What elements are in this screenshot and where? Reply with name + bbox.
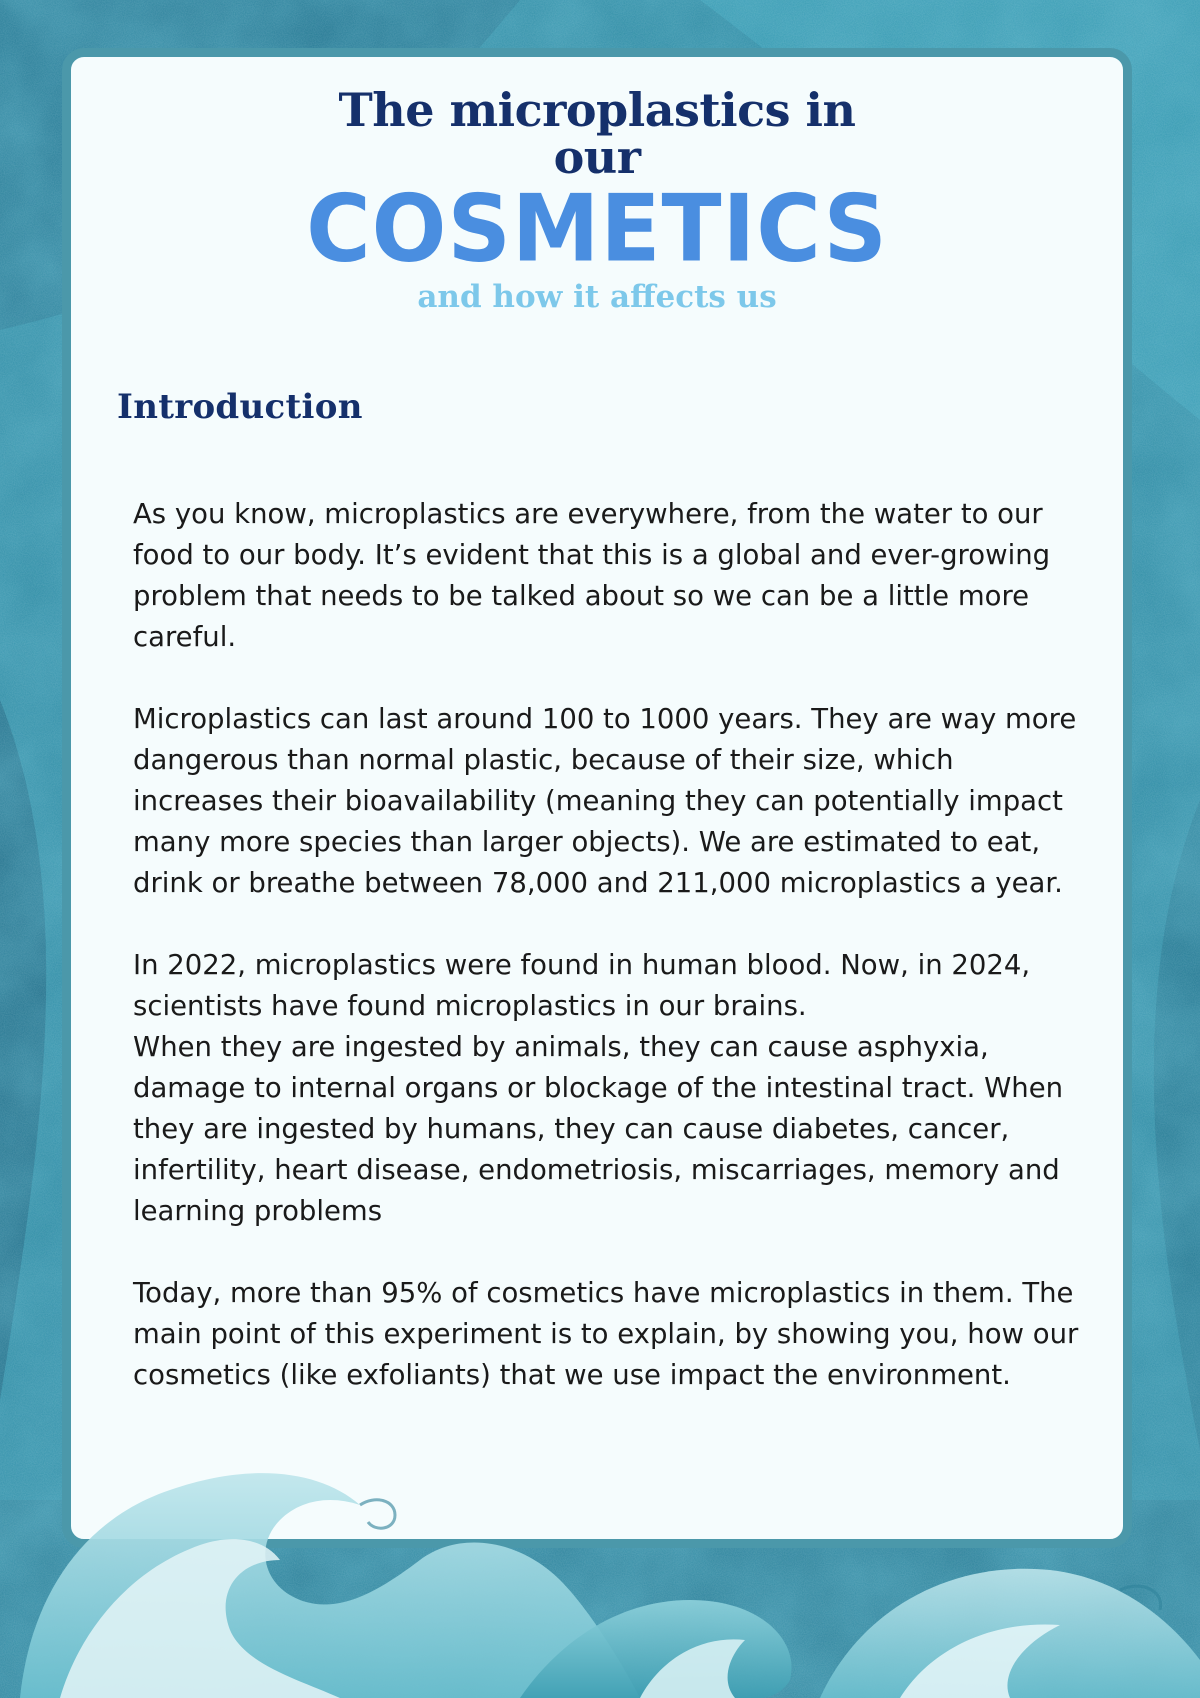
paragraph-4: When they are ingested by animals, they can cause asphyxia, damage to internal organs or blockage of the intestinal tract. When they are ingested by humans, they can cause diabetes, cancer, infertility, heart disease, endometriosis, miscarriages, memory and learning problems bbox=[133, 1031, 1064, 1227]
section-heading: Introduction bbox=[117, 387, 363, 427]
content-card bbox=[62, 48, 1132, 1548]
paragraph-5: Today, more than 95% of cosmetics have microplastics in them. The main point of this experiment is to explain, by showing you, how our cosmetics (like exfoliants) that we use impact the environment. bbox=[133, 1277, 1079, 1391]
body-text bbox=[133, 494, 1083, 1437]
title-line-1: The microplastics in bbox=[338, 83, 856, 137]
title-line-2: our bbox=[553, 130, 641, 184]
paragraph-1: As you know, microplastics are everywhere, from the water to our food to our body. It’s evident that this is a global and ever-growing problem that needs to be talked about so we can be a little more careful. bbox=[133, 498, 1051, 653]
title-highlight: COSMETICS bbox=[306, 174, 888, 283]
title-subtitle: and how it affects us bbox=[417, 279, 777, 315]
paragraph-2: Microplastics can last around 100 to 1000 years. They are way more dangerous than normal plastic, because of their size, which increases their bioavailability (meaning they can potentially impact many more species than larger objects). We are estimated to eat, drink or breathe between 78,000 and 211,000 microplastics a year. bbox=[133, 703, 1077, 899]
paragraph-3: In 2022, microplastics were found in human blood. Now, in 2024, scientists have found microplastics in our brains. bbox=[133, 949, 1031, 1022]
title-block bbox=[71, 83, 1123, 317]
